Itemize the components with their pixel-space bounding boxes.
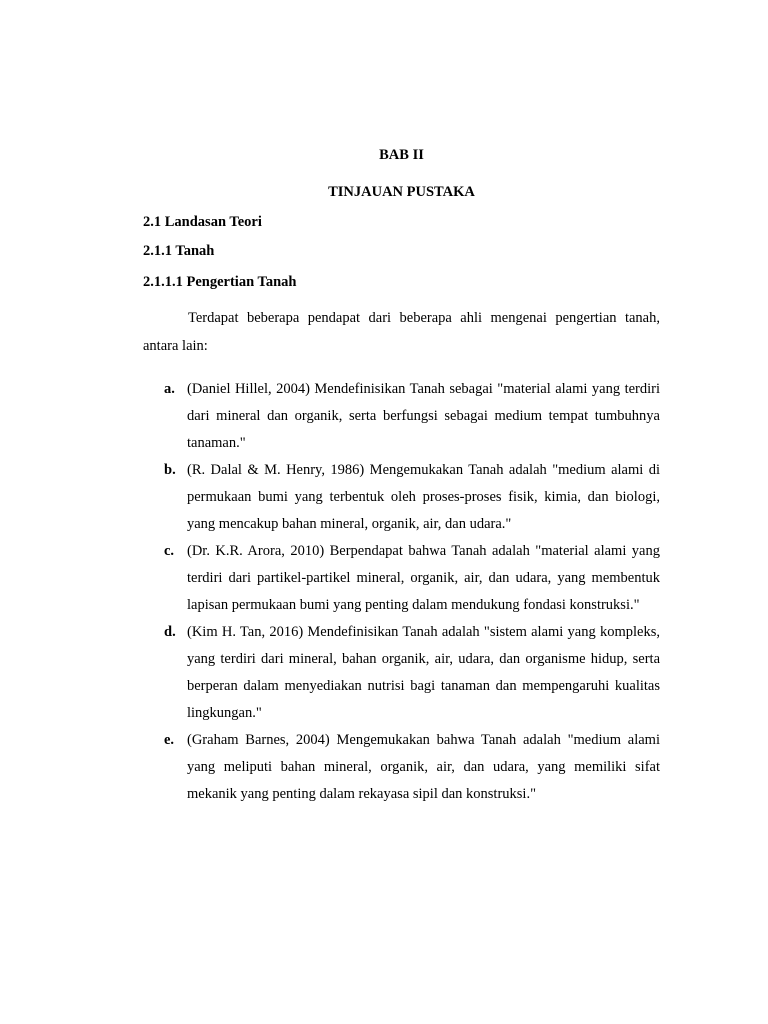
subsection-heading-tanah: 2.1.1 Tanah <box>143 243 215 259</box>
list-item <box>143 727 660 808</box>
definition-list <box>143 376 660 808</box>
list-item-text: (Graham Barnes, 2004) Mengemukakan bahwa Tanah adalah "medium alami yang meliputi bahan mineral, organik, air, dan udara, yang memiliki sifat mekanik yang penting dalam rekayasa sipil dan konstruksi." <box>187 732 660 802</box>
list-marker: d. <box>164 624 176 640</box>
list-marker: c. <box>164 543 175 559</box>
list-marker: e. <box>164 732 175 748</box>
section-heading-landasan-teori: 2.1 Landasan Teori <box>143 214 262 230</box>
subsubsection-heading-pengertian-tanah: 2.1.1.1 Pengertian Tanah <box>143 274 297 290</box>
list-item <box>143 457 660 538</box>
list-marker: a. <box>164 381 175 397</box>
list-item <box>143 619 660 727</box>
chapter-number: BAB II <box>379 147 424 163</box>
intro-paragraph: Terdapat beberapa pendapat dari beberapa ahli mengenai pengertian tanah, antara lain: <box>143 310 660 354</box>
chapter-title: TINJAUAN PUSTAKA <box>328 184 475 200</box>
list-item-text: (R. Dalal & M. Henry, 1986) Mengemukakan Tanah adalah "medium alami di permukaan bumi yang terbentuk oleh proses-proses fisik, kimia, dan biologi, yang mencakup bahan mineral, organik, air, dan udara." <box>187 462 660 532</box>
list-item-text: (Dr. K.R. Arora, 2010) Berpendapat bahwa Tanah adalah "material alami yang terdiri dari partikel-partikel mineral, organik, air, dan udara, yang membentuk lapisan permukaan bumi yang penting dalam mendukung fondasi konstruksi." <box>187 543 660 613</box>
list-marker: b. <box>164 462 176 478</box>
list-item-text: (Kim H. Tan, 2016) Mendefinisikan Tanah adalah "sistem alami yang kompleks, yang terdiri dari mineral, bahan organik, air, udara, dan organisme hidup, serta berperan dalam menyediakan nutrisi bagi tanaman dan mempengaruhi kualitas lingkungan." <box>187 624 660 721</box>
list-item <box>143 376 660 457</box>
list-item-text: (Daniel Hillel, 2004) Mendefinisikan Tanah sebagai "material alami yang terdiri dari mineral dan organik, serta berfungsi sebagai medium tempat tumbuhnya tanaman." <box>187 381 660 451</box>
list-item <box>143 538 660 619</box>
